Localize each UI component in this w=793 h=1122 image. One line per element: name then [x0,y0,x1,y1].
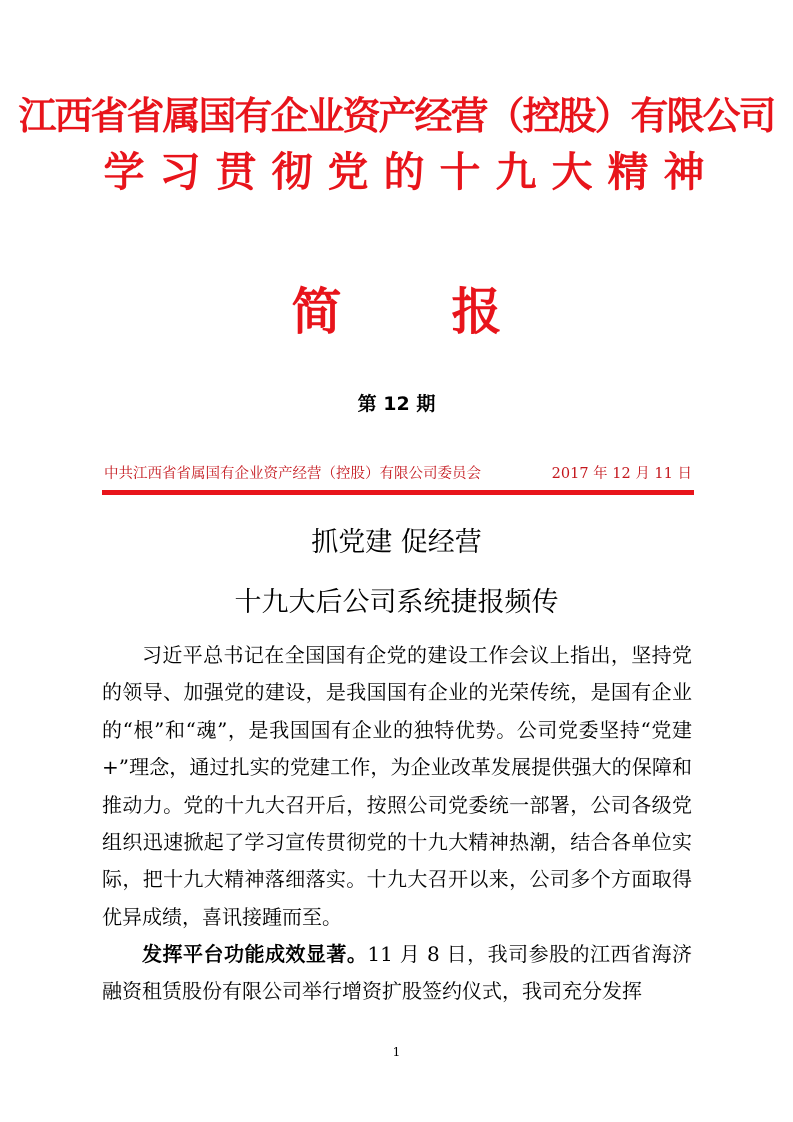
bulletin-heading-char2: 报 [451,282,502,341]
article-paragraph-1: 习近平总书记在全国国有企党的建设工作会议上指出，坚持党的领导、加强党的建设，是我国国有企业的光荣传统，是国有企业的“根”和“魂”，是我国国有企业的独特优势。公司党委坚持“党建+”理念，通过扎实的党建工作，为企业改革发展提供强大的保障和推动力。党的十九大召开后，按照公司党委统一部署，公司各级党组织迅速掀起了学习宣传贯彻党的十九大精神热潮，结合各单位实际，把十九大精神落细落实。十九大召开以来，公司多个方面取得优异成绩，喜讯接踵而至。 [102,643,692,929]
bulletin-heading-char1: 简 [291,282,342,341]
masthead-title-line1: 江西省省属国有企业资产经营（控股）有限公司 [18,93,775,138]
article-paragraph-2 [102,936,692,1011]
article-title-line2: 十九大后公司系统捷报频传 [234,587,559,618]
paragraph-2-text: 11 月 8 日，我司参股的江西省海济融资租赁股份有限公司举行增资扩股签约仪式，我司充分发挥 [102,942,693,1004]
page-number: 1 [392,1045,401,1059]
issuing-organization: 中共江西省省属国有企业资产经营（控股）有限公司委员会 [104,466,481,482]
issue-number: 第 12 期 [357,393,436,415]
masthead-title-line2: 学习贯彻党的十九大精神 [103,148,720,196]
bulletin-heading [0,282,793,342]
paragraph-lead-heading: 发挥平台功能成效显著。 [142,942,368,966]
publication-meta [104,462,692,484]
article-title-line1: 抓党建 促经营 [311,527,482,558]
red-divider-line [102,490,694,495]
publication-date: 2017 年 12 月 11 日 [551,466,692,482]
